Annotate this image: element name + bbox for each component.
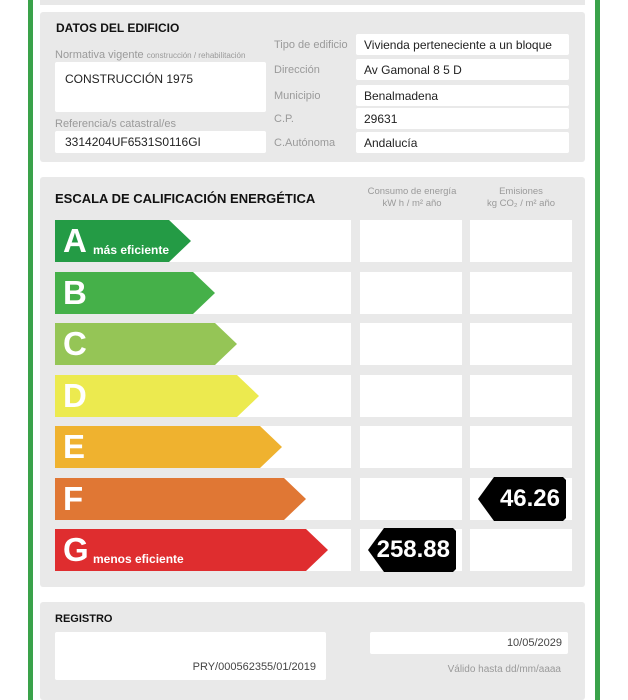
building-data-panel [40, 12, 585, 162]
emisiones-cell-b [470, 272, 572, 314]
consumo-cell-d [360, 375, 462, 417]
class-arrow-a [55, 220, 191, 262]
consumo-header: Consumo de energía kW h / m² año [367, 186, 457, 209]
normativa-sublabel: construcción / rehabilitación [146, 51, 246, 60]
autonoma-value: Andalucía [356, 132, 569, 153]
class-arrow-g [55, 529, 328, 571]
emisiones-cell-e [470, 426, 572, 468]
emisiones-cell-g [470, 529, 572, 571]
emisiones-cell-a [470, 220, 572, 262]
class-sublabel: más eficiente [93, 243, 170, 257]
registro-date-field [370, 632, 568, 654]
tipo-edificio-label: Tipo de edificio [274, 39, 348, 51]
ref-catastral-label: Referencia/s catastral/es [55, 118, 177, 130]
direccion-label: Dirección [274, 64, 320, 76]
scale-section-title: ESCALA DE CALIFICACIÓN ENERGÉTICA [55, 191, 316, 206]
class-letter: A [63, 222, 87, 259]
registro-number-field [55, 632, 326, 680]
normativa-value: CONSTRUCCIÓN 1975 [55, 62, 266, 112]
emisiones-cell-d [470, 375, 572, 417]
class-sublabel: menos eficiente [93, 552, 184, 566]
class-arrow-e [55, 426, 282, 468]
registro-panel [40, 602, 585, 700]
consumo-indicator [368, 528, 456, 572]
green-frame-right [595, 0, 600, 700]
ref-catastral-value: 3314204UF6531S0116GI [55, 131, 266, 153]
cp-value: 29631 [356, 108, 569, 129]
top-panel-edge [40, 0, 585, 5]
class-arrow-c [55, 323, 237, 365]
class-letter: D [63, 377, 87, 414]
consumo-cell-c [360, 323, 462, 365]
consumo-cell-b [360, 272, 462, 314]
municipio-value: Benalmadena [356, 85, 569, 106]
consumo-cell-e [360, 426, 462, 468]
class-arrow-d [55, 375, 259, 417]
consumo-cell-f [360, 478, 462, 520]
class-letter: E [63, 428, 86, 465]
registro-number: PRY/000562355/01/2019 [192, 661, 316, 673]
emisiones-indicator [478, 477, 566, 521]
consumo-indicator-value: 258.88 [376, 536, 450, 563]
class-letter: C [63, 325, 87, 362]
registro-section-title: REGISTRO [55, 613, 113, 625]
registro-date-label: Válido hasta dd/mm/aaaa [447, 664, 561, 675]
building-section-title: DATOS DEL EDIFICIO [56, 21, 180, 35]
class-arrow-f [55, 478, 306, 520]
municipio-label: Municipio [274, 90, 321, 102]
normativa-label: Normativa vigente construcción / rehabilitación [55, 49, 246, 61]
class-letter: B [63, 274, 87, 311]
registro-date: 10/05/2029 [506, 637, 562, 649]
consumo-cell-a [360, 220, 462, 262]
green-frame-left [28, 0, 33, 700]
emisiones-cell-c [470, 323, 572, 365]
direccion-value: Av Gamonal 8 5 D [356, 59, 569, 80]
autonoma-label: C.Autónoma [274, 137, 336, 149]
class-letter: F [63, 480, 84, 517]
class-letter: G [63, 531, 89, 568]
emisiones-indicator-value: 46.26 [499, 485, 560, 512]
class-arrow-b [55, 272, 215, 314]
cp-label: C.P. [274, 113, 294, 125]
tipo-edificio-value: Vivienda perteneciente a un bloque [356, 34, 569, 55]
emisiones-header: Emisiones kg CO₂ / m² año [486, 186, 556, 209]
